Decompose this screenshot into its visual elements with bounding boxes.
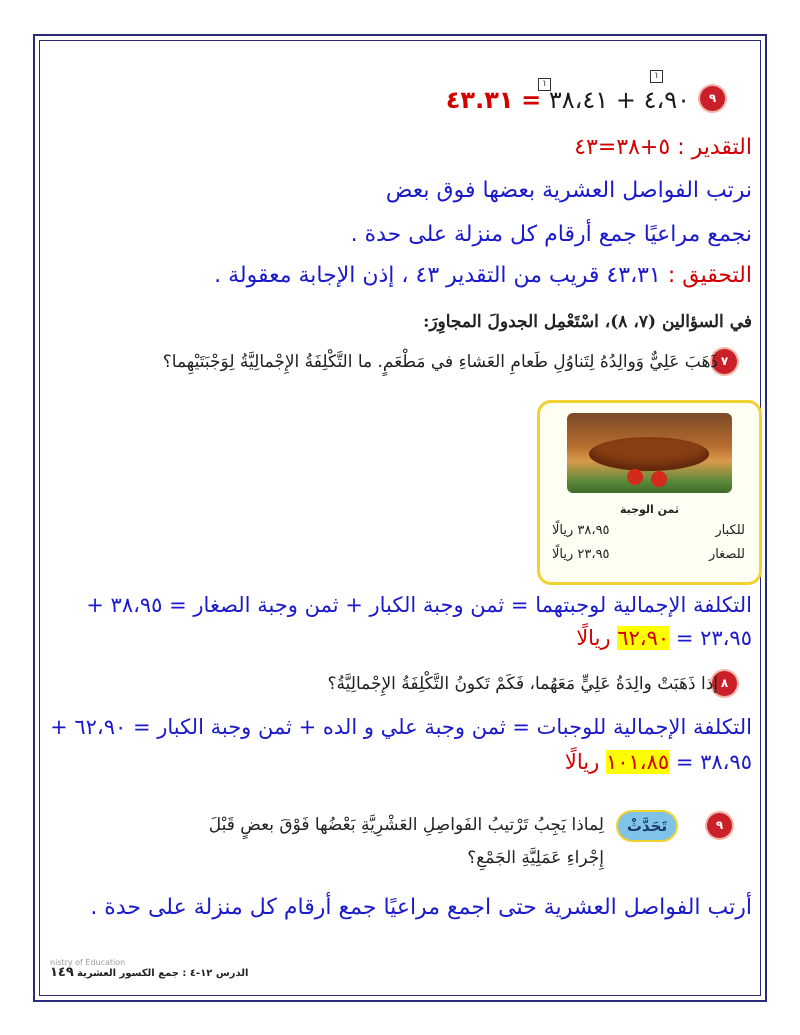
tomato-icon [627,469,643,485]
carry-digit: ١ [538,78,551,91]
answer-7-unit: ريالًا [576,626,618,650]
child-price-row [552,547,745,562]
ministry-watermark: nistry of Education [50,958,126,967]
page-number: ١٤٩ [50,965,74,980]
question-badge: ٨ [712,671,737,696]
answer-8-line-2 [565,750,752,774]
question-7-text: ذَهَبَ عَلِيٌّ وَوالِدُهُ لِتَناوُلِ طَعامِ العَشاءِ في مَطْعَمٍ. ما التَّكْلِفَةُ الإِجْمالِيَّةُ لِوَجْبَتَيْهِما؟ [162,352,718,372]
answer-7-total: ٦٢،٩٠ [617,626,670,650]
question-8-text: إذا ذَهَبَتْ والِدَةُ عَلِيٍّ مَعَهُما، فَكَمْ تَكونُ التَّكْلِفَةُ الإِجْمالِيَّةُ؟ [327,674,718,694]
question-badge: ٩ [707,813,732,838]
adult-price-row [552,523,745,538]
answer-8-total: ١٠١،٨٥ [605,750,670,774]
check-text: ٤٣،٣١ قريب من التقدير ٤٣ ، إذن الإجابة معقولة . [214,263,661,288]
fish-dish-image [567,413,732,493]
adult-price: ٣٨،٩٥ ريالًا [552,523,610,538]
grilled-fish-icon [589,437,709,471]
step-add-place-values: نجمع مراعيًا جمع أرقام كل منزلة على حدة . [350,222,752,247]
tomato-icon [651,471,667,487]
question-badge: ٩ [700,86,725,111]
meal-price-title: ثمن الوجبة [619,503,680,516]
answer-7-addend: ٢٣،٩٥ = [669,626,752,650]
lesson-title: الدرس ١٢-٤ : جمع الكسور العشرية [77,968,249,979]
answer-8-line-1: التكلفة الإجمالية للوجبات = ثمن وجبة علي و الده + ثمن وجبة الكبار = ٦٢،٩٠ + [50,715,752,739]
question-badge: ٧ [712,349,737,374]
estimate-value: ٥+٣٨=٤٣ [574,135,671,160]
step-arrange-decimals: نرتب الفواصل العشرية بعضها فوق بعض [385,178,752,203]
equals-sign: = [521,86,542,114]
answer-7-line-2 [576,626,752,650]
question-9-line-1: لِماذا يَجِبُ تَرْتيبُ الفَواصِلِ العَشْرِيَّةِ بَعْضُها فَوْقَ بعضٍ قَبْلَ [208,815,604,835]
addition-operands: ٤،٩٠ + ٣٨،٤١ [548,86,690,114]
answer-7-line-1: التكلفة الإجمالية لوجبتهما = ثمن وجبة الكبار + ثمن وجبة الصغار = ٣٨،٩٥ + [86,593,752,617]
answer-8-addend: ٣٨،٩٥ = [669,750,752,774]
question-9-line-2: إِجْراءِ عَمَلِيَّةِ الجَمْعِ؟ [467,848,604,868]
addition-expression [446,86,690,114]
check-label: التحقيق : [667,263,752,288]
answer-9-text: أرتب الفواصل العشرية حتى اجمع مراعيًا جمع أرقام كل منزلة على حدة . [90,895,752,920]
answer-8-unit: ريالًا [564,750,606,774]
check-line [214,263,752,288]
child-price: ٢٣،٩٥ ريالًا [552,547,610,562]
carry-digit: ١ [650,70,663,83]
estimate-label: التقدير : [677,135,752,160]
meal-price-table [537,400,762,585]
addition-result: ٤٣.٣١ [445,86,514,114]
table-instruction: في السؤالين (٧، ٨)، اسْتَعْمِل الجدولَ المجاوِرَ: [423,312,752,332]
page-footer [50,965,248,980]
talk-label: تَحَدَّثْ [618,812,676,840]
adult-label: للكبار [715,523,745,538]
child-label: للصغار [708,547,745,562]
estimate-line [574,135,752,160]
